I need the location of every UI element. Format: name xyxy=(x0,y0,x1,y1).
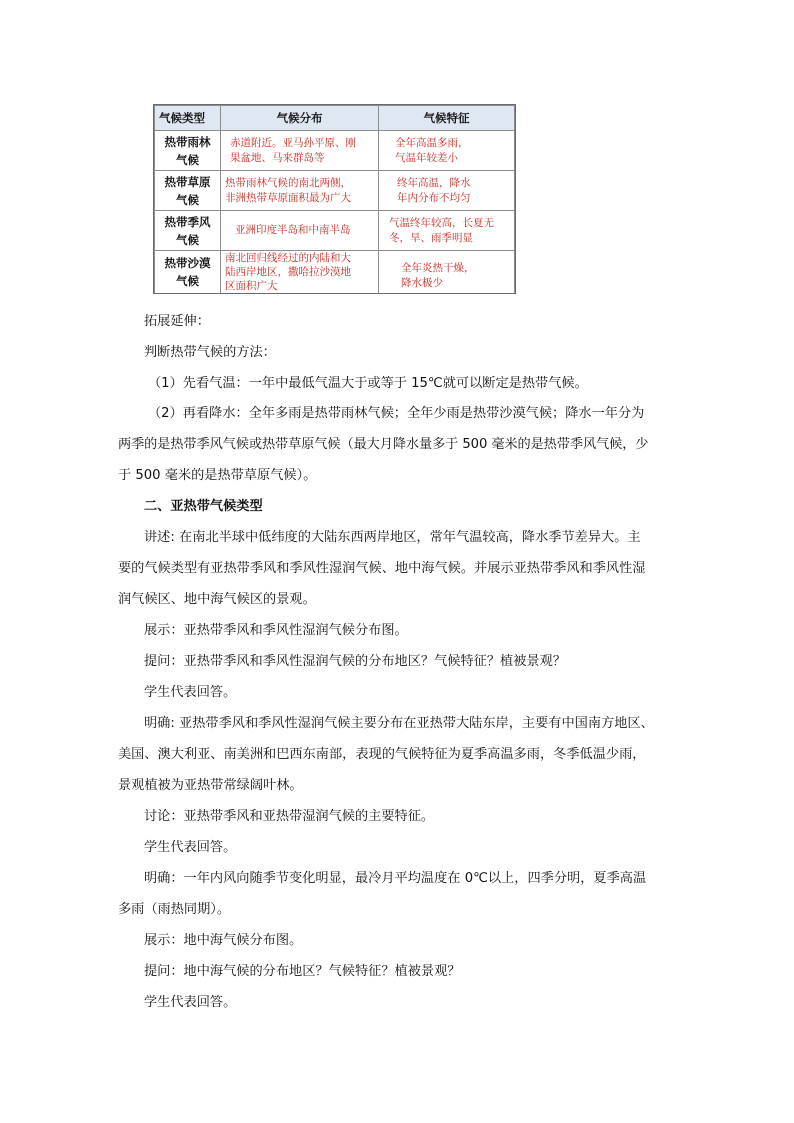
paragraph-line: 讲述: 在南北半球中低纬度的大陆东西两岸地区，常年气温较高，降水季节差异大。主 xyxy=(144,530,641,545)
table-cell-distribution: 热带雨林气候的南北两侧， 非洲热带草原面积最为广大 xyxy=(221,171,379,211)
table-cell-type: 热带沙漠 气候 xyxy=(155,251,221,294)
table-cell-distribution: 亚洲印度半岛和中南半岛 xyxy=(221,211,379,251)
table-cell-distribution: 南北回归线经过的内陆和大 陆西岸地区，撒哈拉沙漠地 区面积广大 xyxy=(221,251,379,294)
table-header: 气候分布 xyxy=(221,106,379,131)
paragraph-line: 明确: 亚热带季风和季风性湿润气候主要分布在亚热带大陆东岸，主要有中国南方地区、 xyxy=(144,716,654,731)
climate-table xyxy=(154,105,515,294)
paragraph-line: 景观植被为亚热带常绿阔叶林。 xyxy=(118,778,303,793)
table-cell-distribution: 赤道附近。亚马孙平原、刚 果盆地、马来群岛等 xyxy=(221,131,379,171)
paragraph-line: 展示：亚热带季风和季风性湿润气候分布图。 xyxy=(144,623,408,638)
table-cell-feature: 终年高温，降水 年内分布不均匀 xyxy=(379,171,515,211)
paragraph-line: （2）再看降水：全年多雨是热带雨林气候；全年少雨是热带沙漠气候；降水一年分为 xyxy=(148,406,645,421)
table-cell-type: 热带季风 气候 xyxy=(155,211,221,251)
table-header: 气候类型 xyxy=(155,106,221,131)
section-heading: 二、亚热带气候类型 xyxy=(144,499,263,514)
table-cell-feature: 全年高温多雨， 气温年较差小 xyxy=(379,131,515,171)
table-cell-feature: 全年炎热干燥， 降水极少 xyxy=(379,251,515,294)
table-header: 气候特征 xyxy=(379,106,515,131)
paragraph-line: 于 500 毫米的是热带草原气候）。 xyxy=(118,468,317,483)
paragraph-line: 讨论：亚热带季风和亚热带湿润气候的主要特征。 xyxy=(144,809,435,824)
paragraph-line: 学生代表回答。 xyxy=(144,685,237,700)
paragraph-line: 判断热带气候的方法： xyxy=(144,345,276,360)
table-cell-feature: 气温终年较高，长夏无 冬，旱、雨季明显 xyxy=(379,211,515,251)
paragraph-line: 润气候区、地中海气候区的景观。 xyxy=(118,592,316,607)
paragraph-line: 展示：地中海气候分布图。 xyxy=(144,933,303,948)
paragraph-line: 学生代表回答。 xyxy=(144,840,237,855)
paragraph-line: 多雨（雨热同期）。 xyxy=(118,902,231,917)
paragraph-line: 拓展延伸： xyxy=(144,314,210,329)
table-row xyxy=(155,131,515,171)
paragraph-line: 学生代表回答。 xyxy=(144,995,237,1010)
paragraph-line: 提问：地中海气候的分布地区？气候特征？植被景观？ xyxy=(144,964,461,979)
paragraph-line: 明确：一年内风向随季节变化明显，最冷月平均温度在 0℃以上，四季分明，夏季高温 xyxy=(144,871,647,886)
paragraph-line: 美国、澳大利亚、南美洲和巴西东南部，表现的气候特征为夏季高温多雨，冬季低温少雨， xyxy=(118,747,646,762)
table-row xyxy=(155,251,515,294)
table-header-row xyxy=(155,106,515,131)
table-row xyxy=(155,211,515,251)
table-cell-type: 热带雨林 气候 xyxy=(155,131,221,171)
table-cell-type: 热带草原 气候 xyxy=(155,171,221,211)
paragraph-line: （1）先看气温：一年中最低气温大于或等于 15℃就可以断定是热带气候。 xyxy=(148,376,588,391)
paragraph-line: 要的气候类型有亚热带季风和季风性湿润气候、地中海气候。并展示亚热带季风和季风性湿 xyxy=(118,561,646,576)
paragraph-line: 提问：亚热带季风和季风性湿润气候的分布地区？气候特征？植被景观？ xyxy=(144,654,566,669)
paragraph-line: 两季的是热带季风气候或热带草原气候（最大月降水量多于 500 毫米的是热带季风气候，少 xyxy=(118,437,649,452)
climate-table-image xyxy=(153,104,516,294)
table-row xyxy=(155,171,515,211)
